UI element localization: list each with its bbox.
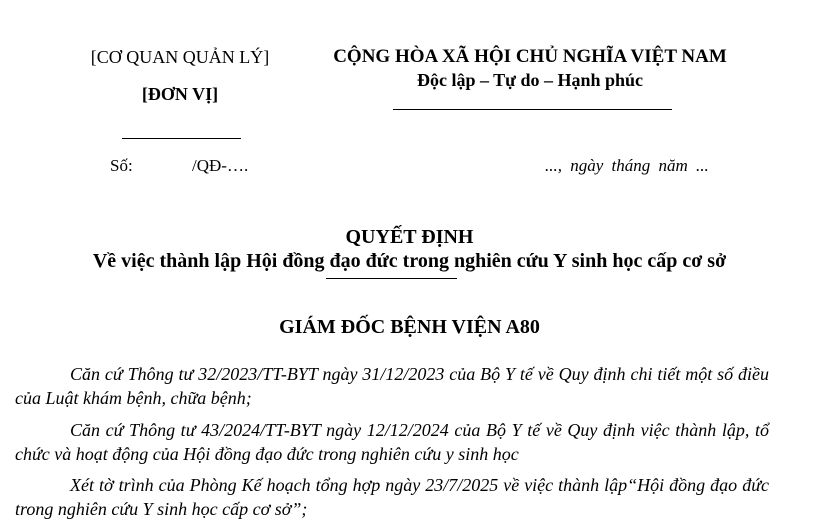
preamble-paragraph: Xét tờ trình của Phòng Kế hoạch tổng hợp ngày 23/7/2025 về việc thành lập“Hội đồng đạo đức trong nghiên cứu Y sinh học cấp cơ sở”;: [15, 475, 769, 519]
document-number-suffix: /QĐ-….: [192, 156, 249, 175]
national-motto: Độc lập – Tự do – Hạnh phúc: [416, 70, 644, 90]
left-divider: [122, 138, 241, 139]
agency-name: [CƠ QUAN QUẢN LÝ]: [90, 47, 270, 67]
preamble-paragraph: Căn cứ Thông tư 32/2023/TT-BYT ngày 31/12/2023 của Bộ Y tế về Quy định chi tiết một số điều của Luật khám bệnh, chữa bệnh;: [15, 364, 769, 408]
date-line: ..., ngày tháng năm ...: [545, 156, 709, 175]
issuer-title: GIÁM ĐỐC BỆNH VIỆN A80: [279, 316, 540, 338]
document-number-label: Số:: [110, 156, 133, 175]
national-title: CỘNG HÒA XÃ HỘI CHỦ NGHĨA VIỆT NAM: [333, 46, 727, 67]
document-type: QUYẾT ĐỊNH: [345, 226, 474, 248]
preamble-paragraph: Căn cứ Thông tư 43/2024/TT-BYT ngày 12/12/2024 của Bộ Y tế về Quy định việc thành lập, tổ chức và hoạt động của Hội đồng đạo đức trong nghiên cứu y sinh học: [15, 420, 769, 464]
subject-divider: [326, 278, 457, 279]
unit-name: [ĐƠN VỊ]: [141, 84, 219, 104]
document-subject: Về việc thành lập Hội đồng đạo đức trong nghiên cứu Y sinh học cấp cơ sở: [92, 250, 727, 272]
right-divider: [393, 109, 672, 110]
